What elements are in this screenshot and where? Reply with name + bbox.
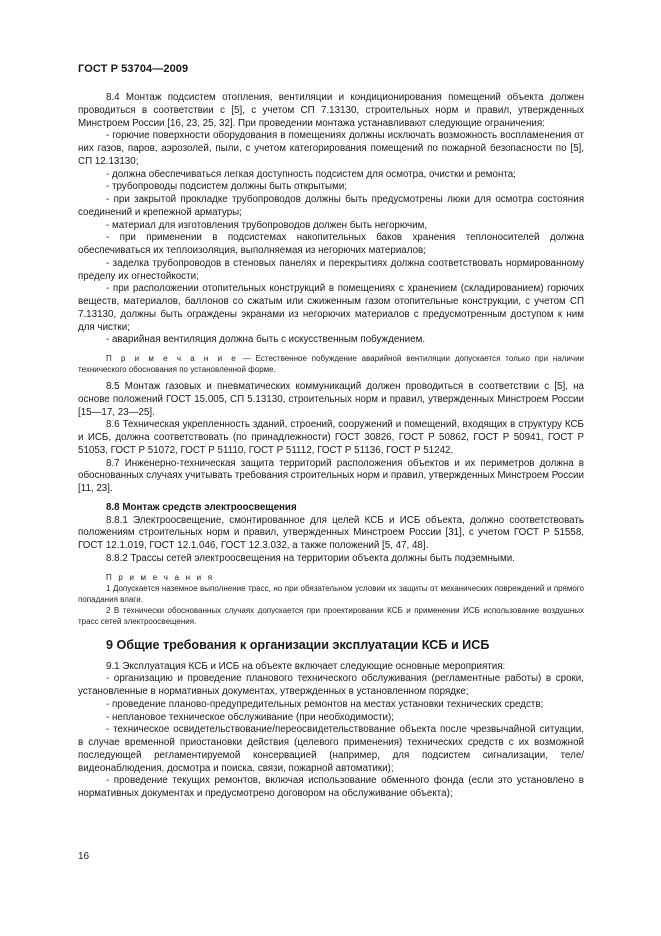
note-label: П р и м е ч а н и е <box>106 354 238 363</box>
list-item: - заделка трубопроводов в стеновых панелях и перекрытиях должна соответствовать нормированному пределу их огнестойкости; <box>78 257 584 282</box>
list-item: - при применении в подсистемах накопительных баков хранения теплоносителей должна обеспечиваться их теплоизоляция, выполняемая из негорючих материалов; <box>78 232 584 256</box>
paragraph-9-1: 9.1 Эксплуатация КСБ и ИСБ на объекте включает следующие основные мероприятия: <box>106 660 506 672</box>
list-item: - материал для изготовления трубопроводов должен быть негорючим, <box>106 219 428 231</box>
list-item: - при закрытой прокладке трубопроводов должны быть предусмотрены люки для осмотра состояния соединений и крепежной арматуры; <box>78 194 584 218</box>
notes-label: П р и м е ч а н и я <box>106 572 215 582</box>
note-item-2: 2 В технически обоснованных случаях допускается при проектировании КСБ и применении ИСБ использование воздушных трасс сетей электроосвещения. <box>78 605 584 626</box>
list-item: - проведение планово-предупредительных ремонтов на местах установки технических средств; <box>106 698 544 710</box>
list-item: - при расположении отопительных конструкций в помещениях с хранением (складированием) горючих веществ, материалов, баллонов со сжатым или сжиженным газом отопительные конструкции, с учетом СП 7.13130, должны быть ограждены экранами из негорючих материалов с предусмотренным доступом к ним для чистки; <box>78 283 584 333</box>
document-body <box>78 92 584 801</box>
note-item-1: 1 Допускается наземное выполнение трасс, но при обязательном условии их защиты от механических повреждений и прямого попадания влаги. <box>78 583 584 604</box>
paragraph-8-5: 8.5 Монтаж газовых и пневматических коммуникаций должен проводиться в соответствии с [5], на основе положений ГОСТ 15.005, СП 5.13130, строительных норм и правил, утвержденных Минстроем России [15—17, 23—25]. <box>78 381 584 418</box>
paragraph-8-7: 8.7 Инженерно-техническая защита территорий расположения объектов и их периметров должна в обоснованных случаях учитывать требования строительных норм и правил, утвержденных Минстроем России [11, 23]. <box>78 457 584 494</box>
list-item: - неплановое техническое обслуживание (при необходимости); <box>106 711 394 723</box>
list-item: - горючие поверхности оборудования в помещениях должны исключать возможность воспламенения от них газов, паров, аэрозолей, пыли, с учетом категорирования помещений по пожарной безопасности по [5], СП 12.13130; <box>78 130 584 167</box>
paragraph-8-4: 8.4 Монтаж подсистем отопления, вентиляции и кондиционирования помещений объекта должен проводиться в соответствии с [5], с учетом СП 7.13130, строительных норм и правил, утвержденных Минстроем России [16, 23, 25, 32]. При проведении монтажа устанавливают следующие ограничения: <box>78 92 584 129</box>
note-ventilation <box>78 353 584 375</box>
heading-8-8: 8.8 Монтаж средств электроосвещения <box>106 501 297 513</box>
list-item: - аварийная вентиляция должна быть с искусственным побуждением. <box>106 334 426 346</box>
list-item: - трубопроводы подсистем должны быть открытыми; <box>106 181 348 193</box>
list-item: - проведение текущих ремонтов, включая использование обменного фонда (если это установлено в нормативных документах и предусмотрено договором на обслуживание объекта); <box>78 775 584 799</box>
page-header: ГОСТ Р 53704—2009 <box>78 63 189 75</box>
note-text: — Естественное побуждение аварийной вентиляции допускается только при наличии технического обоснования по установленной форме. <box>78 354 585 374</box>
paragraph-8-8-2: 8.8.2 Трассы сетей электроосвещения на территории объекта должны быть подземными. <box>106 552 515 564</box>
paragraph-8-8-1: 8.8.1 Электроосвещение, смонтированное для целей КСБ и ИСБ объекта, должно соответствовать положениям строительных норм и правил, утвержденных Минстроем России [31], с учетом ГОСТ Р 51558, ГОСТ 12.1.019, ГОСТ 12.1.046, ГОСТ 12.3.032, а также положений [5, 47, 48]. <box>78 514 584 551</box>
section-9-heading: 9 Общие требования к организации эксплуатации КСБ и ИСБ <box>106 637 490 652</box>
list-item: - должна обеспечиваться легкая доступность подсистем для осмотра, очистки и ремонта; <box>106 168 516 180</box>
page-number: 16 <box>78 851 90 862</box>
list-item: - техническое освидетельствование/переосвидетельствование объекта после чрезвычайной ситуации, в случае временной приостановки действия (целевого применения) технических средств с их возможной последующей регламентируемой консервацией (например, для подсистем сигнализации, теле/видеонаблюдения, досмотра и поиска, связи, пожарной автоматики); <box>78 724 584 774</box>
list-item: - организацию и проведение планового технического обслуживания (регламентные работы) в сроки, установленные в нормативных документах, утвержденных в установленном порядке; <box>78 673 584 697</box>
paragraph-8-6: 8.6 Техническая укрепленность зданий, строений, сооружений и помещений, входящих в структуру КСБ и ИСБ, должна соответствовать (по принадлежности) ГОСТ 30826, ГОСТ Р 50862, ГОСТ Р 50941, ГОСТ Р 51053, ГОСТ Р 51072, ГОСТ Р 51110, ГОСТ Р 51112, ГОСТ Р 51136, ГОСТ Р 51242. <box>78 419 584 456</box>
